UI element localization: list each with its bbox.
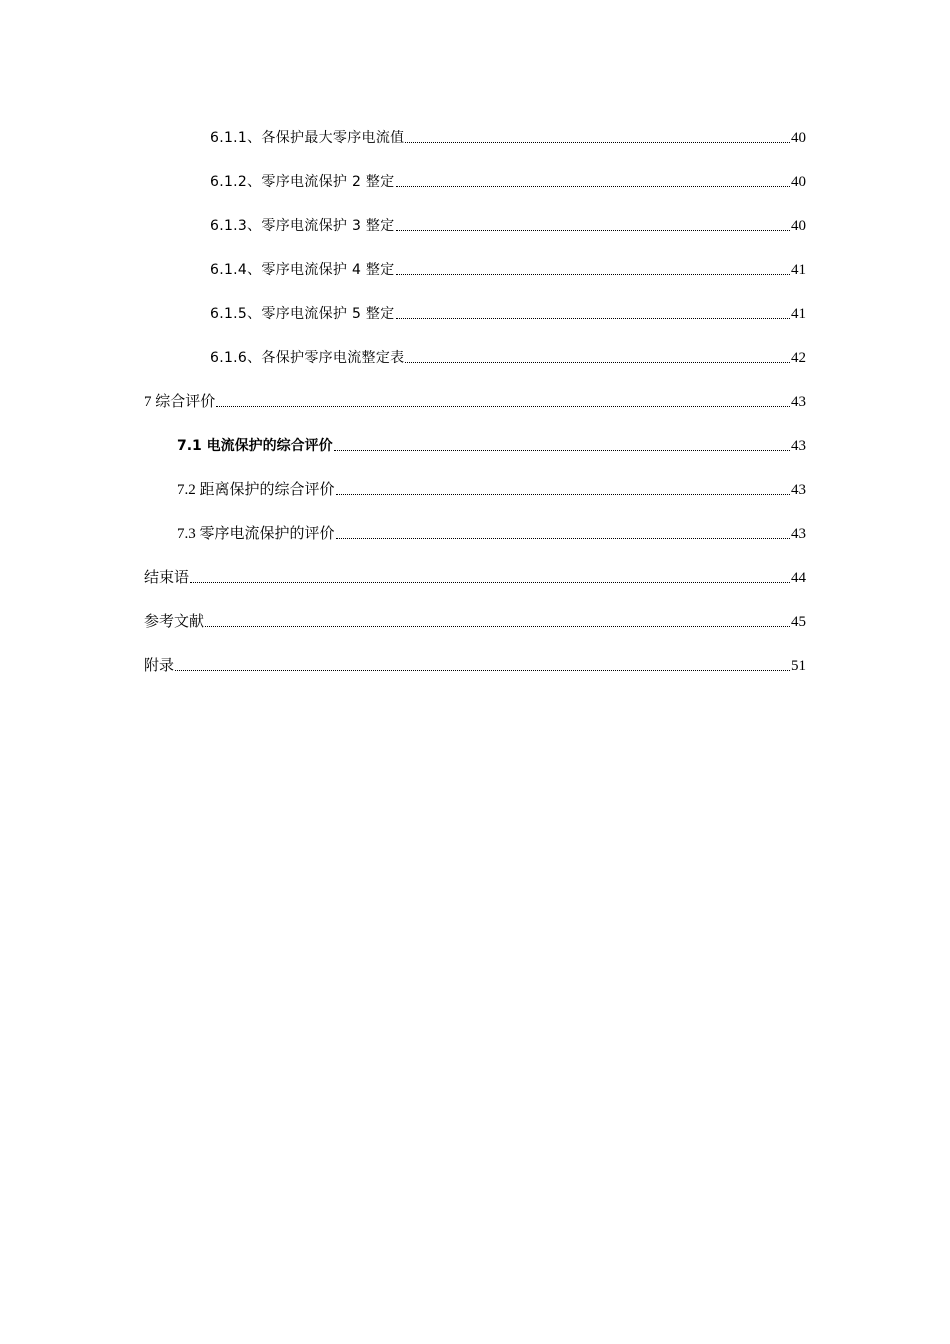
toc-dot-leader	[396, 186, 790, 187]
toc-page-number: 43	[791, 394, 806, 410]
toc-entry-7-3[interactable]	[177, 523, 806, 545]
toc-entry-label: 6.1.6、各保护零序电流整定表	[210, 350, 405, 366]
toc-dot-leader	[336, 538, 790, 539]
toc-dot-leader	[334, 450, 790, 451]
toc-entry-6-1-1[interactable]	[210, 127, 806, 149]
toc-page-number: 40	[791, 174, 806, 190]
toc-dot-leader	[205, 626, 790, 627]
toc-entry-label: 6.1.4、零序电流保护 4 整定	[210, 262, 395, 278]
toc-entry-label: 7.3 零序电流保护的评价	[177, 526, 335, 542]
toc-page-number: 43	[791, 482, 806, 498]
toc-entry-label: 6.1.3、零序电流保护 3 整定	[210, 218, 395, 234]
toc-page-number: 44	[791, 570, 806, 586]
toc-dot-leader	[336, 494, 790, 495]
toc-page-number: 40	[791, 218, 806, 234]
toc-entry-label: 7.1 电流保护的综合评价	[177, 438, 333, 454]
toc-dot-leader	[175, 670, 790, 671]
toc-entry-references[interactable]	[144, 611, 806, 633]
toc-entry-label: 6.1.5、零序电流保护 5 整定	[210, 306, 395, 322]
toc-page-number: 43	[791, 438, 806, 454]
toc-entry-label: 参考文献	[144, 614, 205, 630]
toc-dot-leader	[396, 274, 790, 275]
toc-page-number: 51	[791, 658, 806, 674]
toc-entry-label: 6.1.2、零序电流保护 2 整定	[210, 174, 395, 190]
toc-page-number: 43	[791, 526, 806, 542]
toc-page-number: 41	[791, 262, 806, 278]
toc-entry-label: 7 综合评价	[144, 394, 216, 410]
toc-entry-label: 6.1.1、各保护最大零序电流值	[210, 130, 405, 146]
toc-entry-label: 附录	[144, 658, 175, 674]
toc-entry-label: 结束语	[144, 570, 190, 586]
toc-entry-7-2[interactable]	[177, 479, 806, 501]
toc-page-number: 40	[791, 130, 806, 146]
toc-entry-6-1-5[interactable]	[210, 303, 806, 325]
toc-dot-leader	[216, 406, 790, 407]
toc-dot-leader	[190, 582, 790, 583]
toc-dot-leader	[405, 362, 790, 363]
toc-entry-7[interactable]	[144, 391, 806, 413]
toc-dot-leader	[405, 142, 790, 143]
toc-dot-leader	[396, 318, 790, 319]
toc-entry-6-1-2[interactable]	[210, 171, 806, 193]
toc-entry-6-1-3[interactable]	[210, 215, 806, 237]
toc-page-number: 41	[791, 306, 806, 322]
toc-page-number: 42	[791, 350, 806, 366]
toc-entry-6-1-4[interactable]	[210, 259, 806, 281]
toc-dot-leader	[396, 230, 790, 231]
toc-entry-conclusion[interactable]	[144, 567, 806, 589]
toc-entry-appendix[interactable]	[144, 655, 806, 677]
toc-entry-7-1[interactable]	[177, 435, 806, 457]
toc-entry-6-1-6[interactable]	[210, 347, 806, 369]
toc-entry-label: 7.2 距离保护的综合评价	[177, 482, 335, 498]
toc-page-number: 45	[791, 614, 806, 630]
